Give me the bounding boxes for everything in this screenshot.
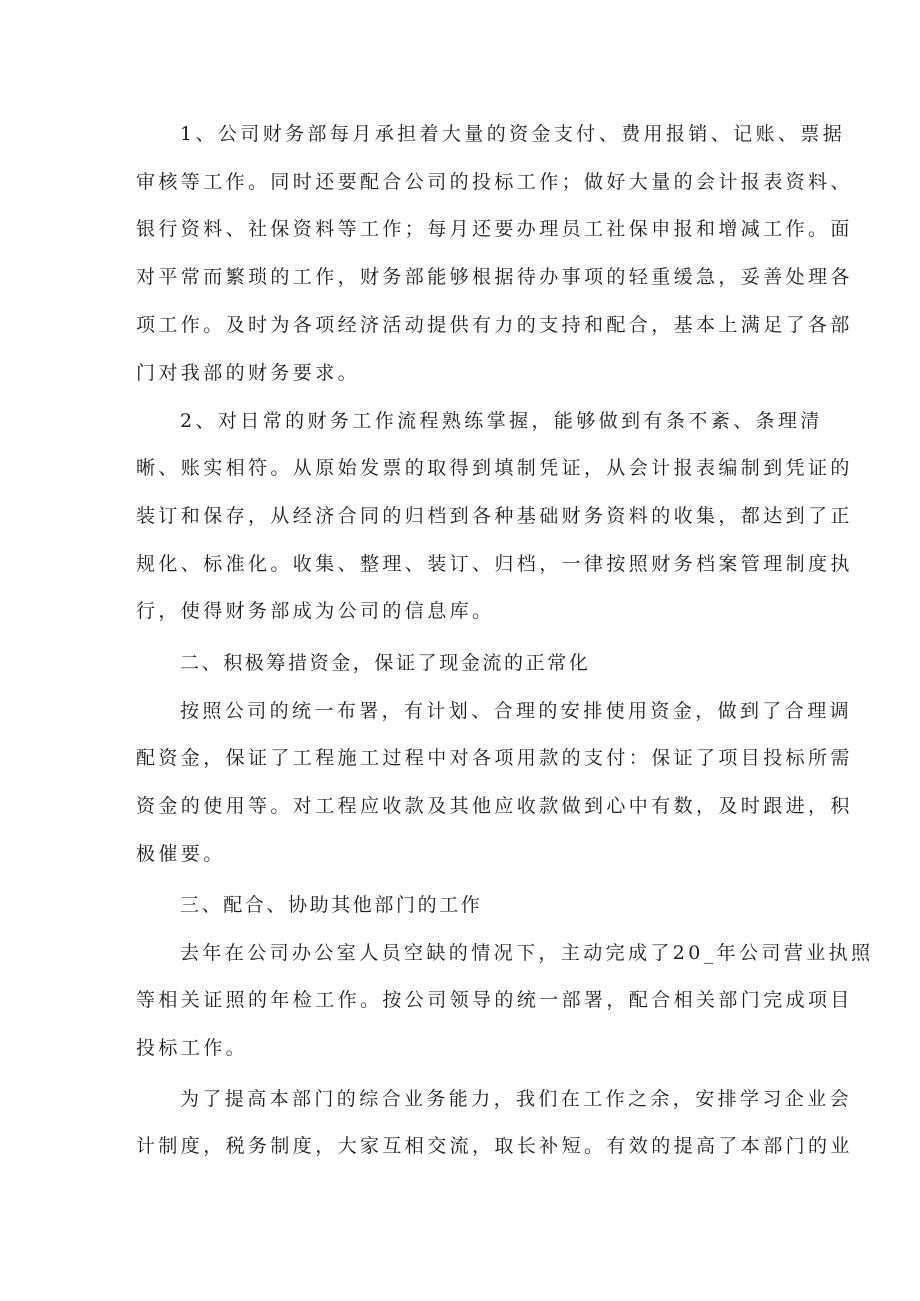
paragraph-4-line-1: 去年在公司办公室人员空缺的情况下，主动完成了20_年公司营业执照 — [180, 942, 874, 964]
paragraph-3-line-3: 资金的使用等。对工程应收款及其他应收款做到心中有数，及时跟进，积 — [136, 795, 853, 817]
paragraph-3-line-2: 配资金，保证了工程施工过程中对各项用款的支付：保证了项目投标所需 — [136, 747, 853, 769]
section-heading-3: 三、配合、协助其他部门的工作 — [180, 894, 483, 916]
paragraph-1-line-6: 门对我部的财务要求。 — [136, 362, 361, 384]
section-heading-2: 二、积极筹措资金，保证了现金流的正常化 — [180, 652, 591, 674]
paragraph-5-line-2: 计制度，税务制度，大家互相交流，取长补短。有效的提高了本部门的业 — [136, 1135, 853, 1157]
paragraph-2-line-2: 晰、账实相符。从原始发票的取得到填制凭证，从会计报表编制到凭证的 — [136, 457, 853, 479]
paragraph-4-line-2: 等相关证照的年检工作。按公司领导的统一部署，配合相关部门完成项目 — [136, 989, 853, 1011]
paragraph-2-line-1: 2、对日常的财务工作流程熟练掌握，能够做到有条不紊、条理清 — [180, 410, 823, 432]
paragraph-1-line-3: 银行资料、社保资料等工作；每月还要办理员工社保申报和增减工作。面 — [136, 218, 853, 240]
paragraph-2-line-3: 装订和保存，从经济合同的归档到各种基础财务资料的收集，都达到了正 — [136, 505, 853, 527]
paragraph-5-line-1: 为了提高本部门的综合业务能力，我们在工作之余，安排学习企业会 — [180, 1088, 853, 1110]
paragraph-2-line-5: 行，使得财务部成为公司的信息库。 — [136, 600, 495, 622]
paragraph-1-line-4: 对平常而繁琐的工作，财务部能够根据待办事项的轻重缓急，妥善处理各 — [136, 266, 853, 288]
paragraph-3-line-4: 极催要。 — [136, 843, 226, 865]
paragraph-2-line-4: 规化、标准化。收集、整理、装订、归档，一律按照财务档案管理制度执 — [136, 553, 853, 575]
paragraph-1-line-2: 审核等工作。同时还要配合公司的投标工作；做好大量的会计报表资料、 — [136, 171, 853, 193]
paragraph-1-line-1: 1、公司财务部每月承担着大量的资金支付、费用报销、记账、票据 — [180, 123, 846, 145]
paragraph-3-line-1: 按照公司的统一布署，有计划、合理的安排使用资金，做到了合理调 — [180, 700, 853, 722]
paragraph-4-line-3: 投标工作。 — [136, 1037, 249, 1059]
paragraph-1-line-5: 项工作。及时为各项经济活动提供有力的支持和配合，基本上满足了各部 — [136, 314, 853, 336]
